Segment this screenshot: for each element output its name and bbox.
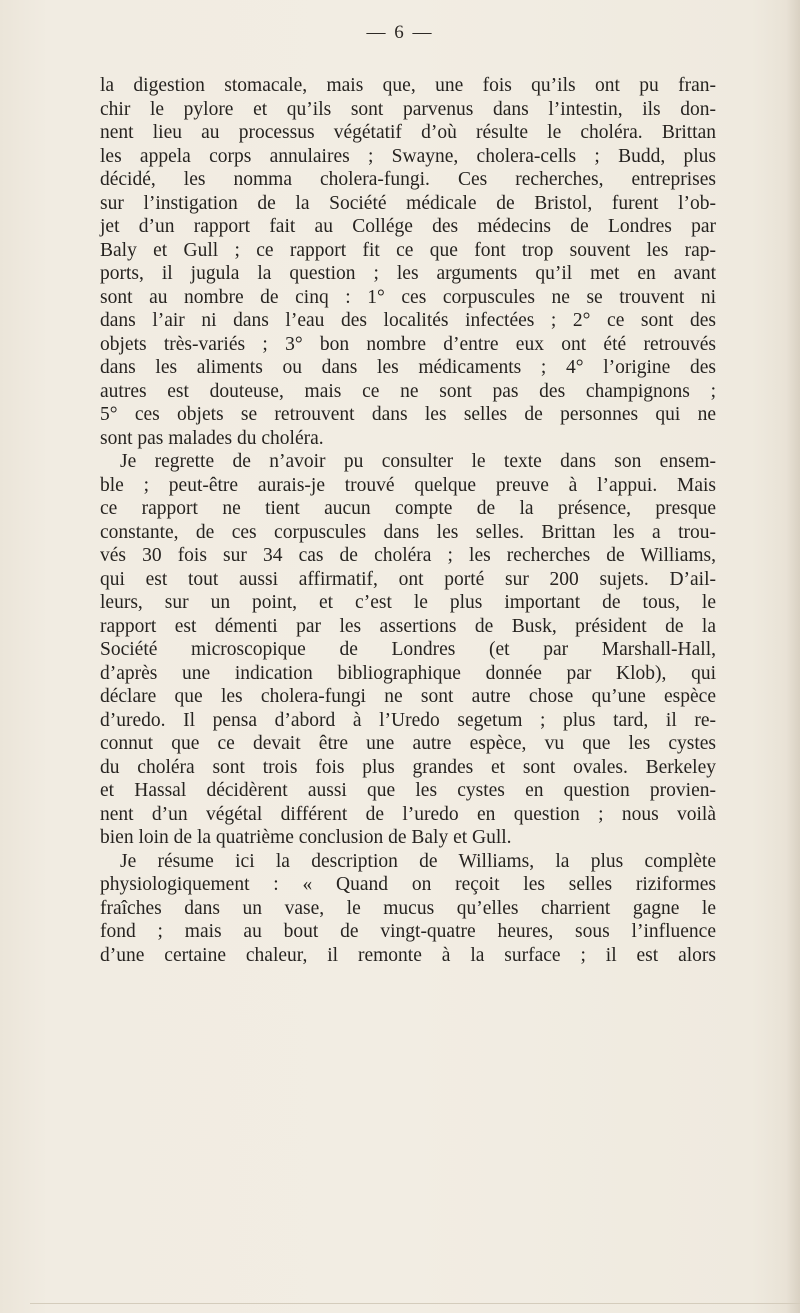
text-line: la digestion stomacale, mais que, une fois qu’ils ont pu fran- bbox=[100, 75, 716, 96]
text-line: dans les aliments ou dans les médicaments ; 4° l’origine des bbox=[100, 357, 716, 378]
text-line: rapport est démenti par les assertions de Busk, président de la bbox=[100, 615, 716, 637]
text-line: décidé, les nomma cholera-fungi. Ces recherches, entreprises bbox=[100, 169, 716, 190]
text-line: sur l’instigation de la Société médicale de Bristol, furent l’ob- bbox=[100, 192, 716, 214]
page-number: — 6 — bbox=[366, 22, 434, 43]
text-line: autres est douteuse, mais ce ne sont pas des champignons ; bbox=[100, 380, 716, 402]
text-line: 5° ces objets se retrouvent dans les selles de personnes qui ne bbox=[100, 404, 716, 425]
text-line: sont au nombre de cinq : 1° ces corpuscules ne se trouvent ni bbox=[100, 286, 716, 308]
text-line: d’une certaine chaleur, il remonte à la surface ; il est alors bbox=[100, 944, 716, 966]
text-line: d’après une indication bibliographique donnée par Klob), qui bbox=[100, 662, 716, 684]
text-line: fraîches dans un vase, le mucus qu’elles charrient gagne le bbox=[100, 897, 716, 919]
text-line: chir le pylore et qu’ils sont parvenus dans l’intestin, ils don- bbox=[100, 98, 716, 120]
text-line: déclare que les cholera-fungi ne sont autre chose qu’une espèce bbox=[100, 686, 716, 707]
text-line: bien loin de la quatrième conclusion de Baly et Gull. bbox=[100, 827, 512, 848]
text-line: sont pas malades du choléra. bbox=[100, 427, 324, 449]
text-line: les appela corps annulaires ; Swayne, cholera-cells ; Budd, plus bbox=[100, 145, 716, 167]
text-line: objets très-variés ; 3° bon nombre d’entre eux ont été retrouvés bbox=[100, 333, 716, 355]
text-line: qui est tout aussi affirmatif, ont porté sur 200 sujets. D’ail- bbox=[100, 568, 716, 590]
text-line: physiologiquement : « Quand on reçoit les selles riziformes bbox=[100, 874, 716, 895]
text-line: Je regrette de n’avoir pu consulter le texte dans son ensem- bbox=[120, 451, 716, 472]
text-line: connut que ce devait être une autre espèce, vu que les cystes bbox=[100, 733, 716, 754]
text-line: du choléra sont trois fois plus grandes et sont ovales. Berkeley bbox=[100, 756, 716, 778]
text-line: fond ; mais au bout de vingt-quatre heures, sous l’influence bbox=[100, 921, 716, 942]
bottom-edge-line bbox=[30, 1303, 800, 1304]
text-line: d’uredo. Il pensa d’abord à l’Uredo segetum ; plus tard, il re- bbox=[100, 709, 716, 731]
body-text bbox=[100, 74, 716, 967]
text-line: nent d’un végétal différent de l’uredo en question ; nous voilà bbox=[100, 803, 716, 825]
text-line: Société microscopique de Londres (et par Marshall-Hall, bbox=[100, 639, 716, 660]
text-line: ports, il jugula la question ; les arguments qu’il met en avant bbox=[100, 263, 716, 284]
text-line: nent lieu au processus végétatif d’où résulte le choléra. Brittan bbox=[100, 122, 716, 143]
text-line: leurs, sur un point, et c’est le plus important de tous, le bbox=[100, 592, 716, 613]
text-line: ble ; peut-être aurais-je trouvé quelque preuve à l’appui. Mais bbox=[100, 474, 716, 496]
text-line: vés 30 fois sur 34 cas de choléra ; les recherches de Williams, bbox=[100, 545, 716, 566]
page-edge-shadow bbox=[786, 0, 800, 1313]
text-line: dans l’air ni dans l’eau des localités infectées ; 2° ce sont des bbox=[100, 310, 716, 331]
text-line: ce rapport ne tient aucun compte de la présence, presque bbox=[100, 498, 716, 519]
text-line: et Hassal décidèrent aussi que les cystes en question provien- bbox=[100, 780, 716, 801]
text-line: Je résume ici la description de Williams, la plus complète bbox=[120, 850, 716, 872]
text-line: Baly et Gull ; ce rapport fit ce que font trop souvent les rap- bbox=[100, 239, 716, 261]
text-line: constante, de ces corpuscules dans les selles. Brittan les a trou- bbox=[100, 521, 716, 543]
text-line: jet d’un rapport fait au Collége des médecins de Londres par bbox=[100, 216, 716, 237]
